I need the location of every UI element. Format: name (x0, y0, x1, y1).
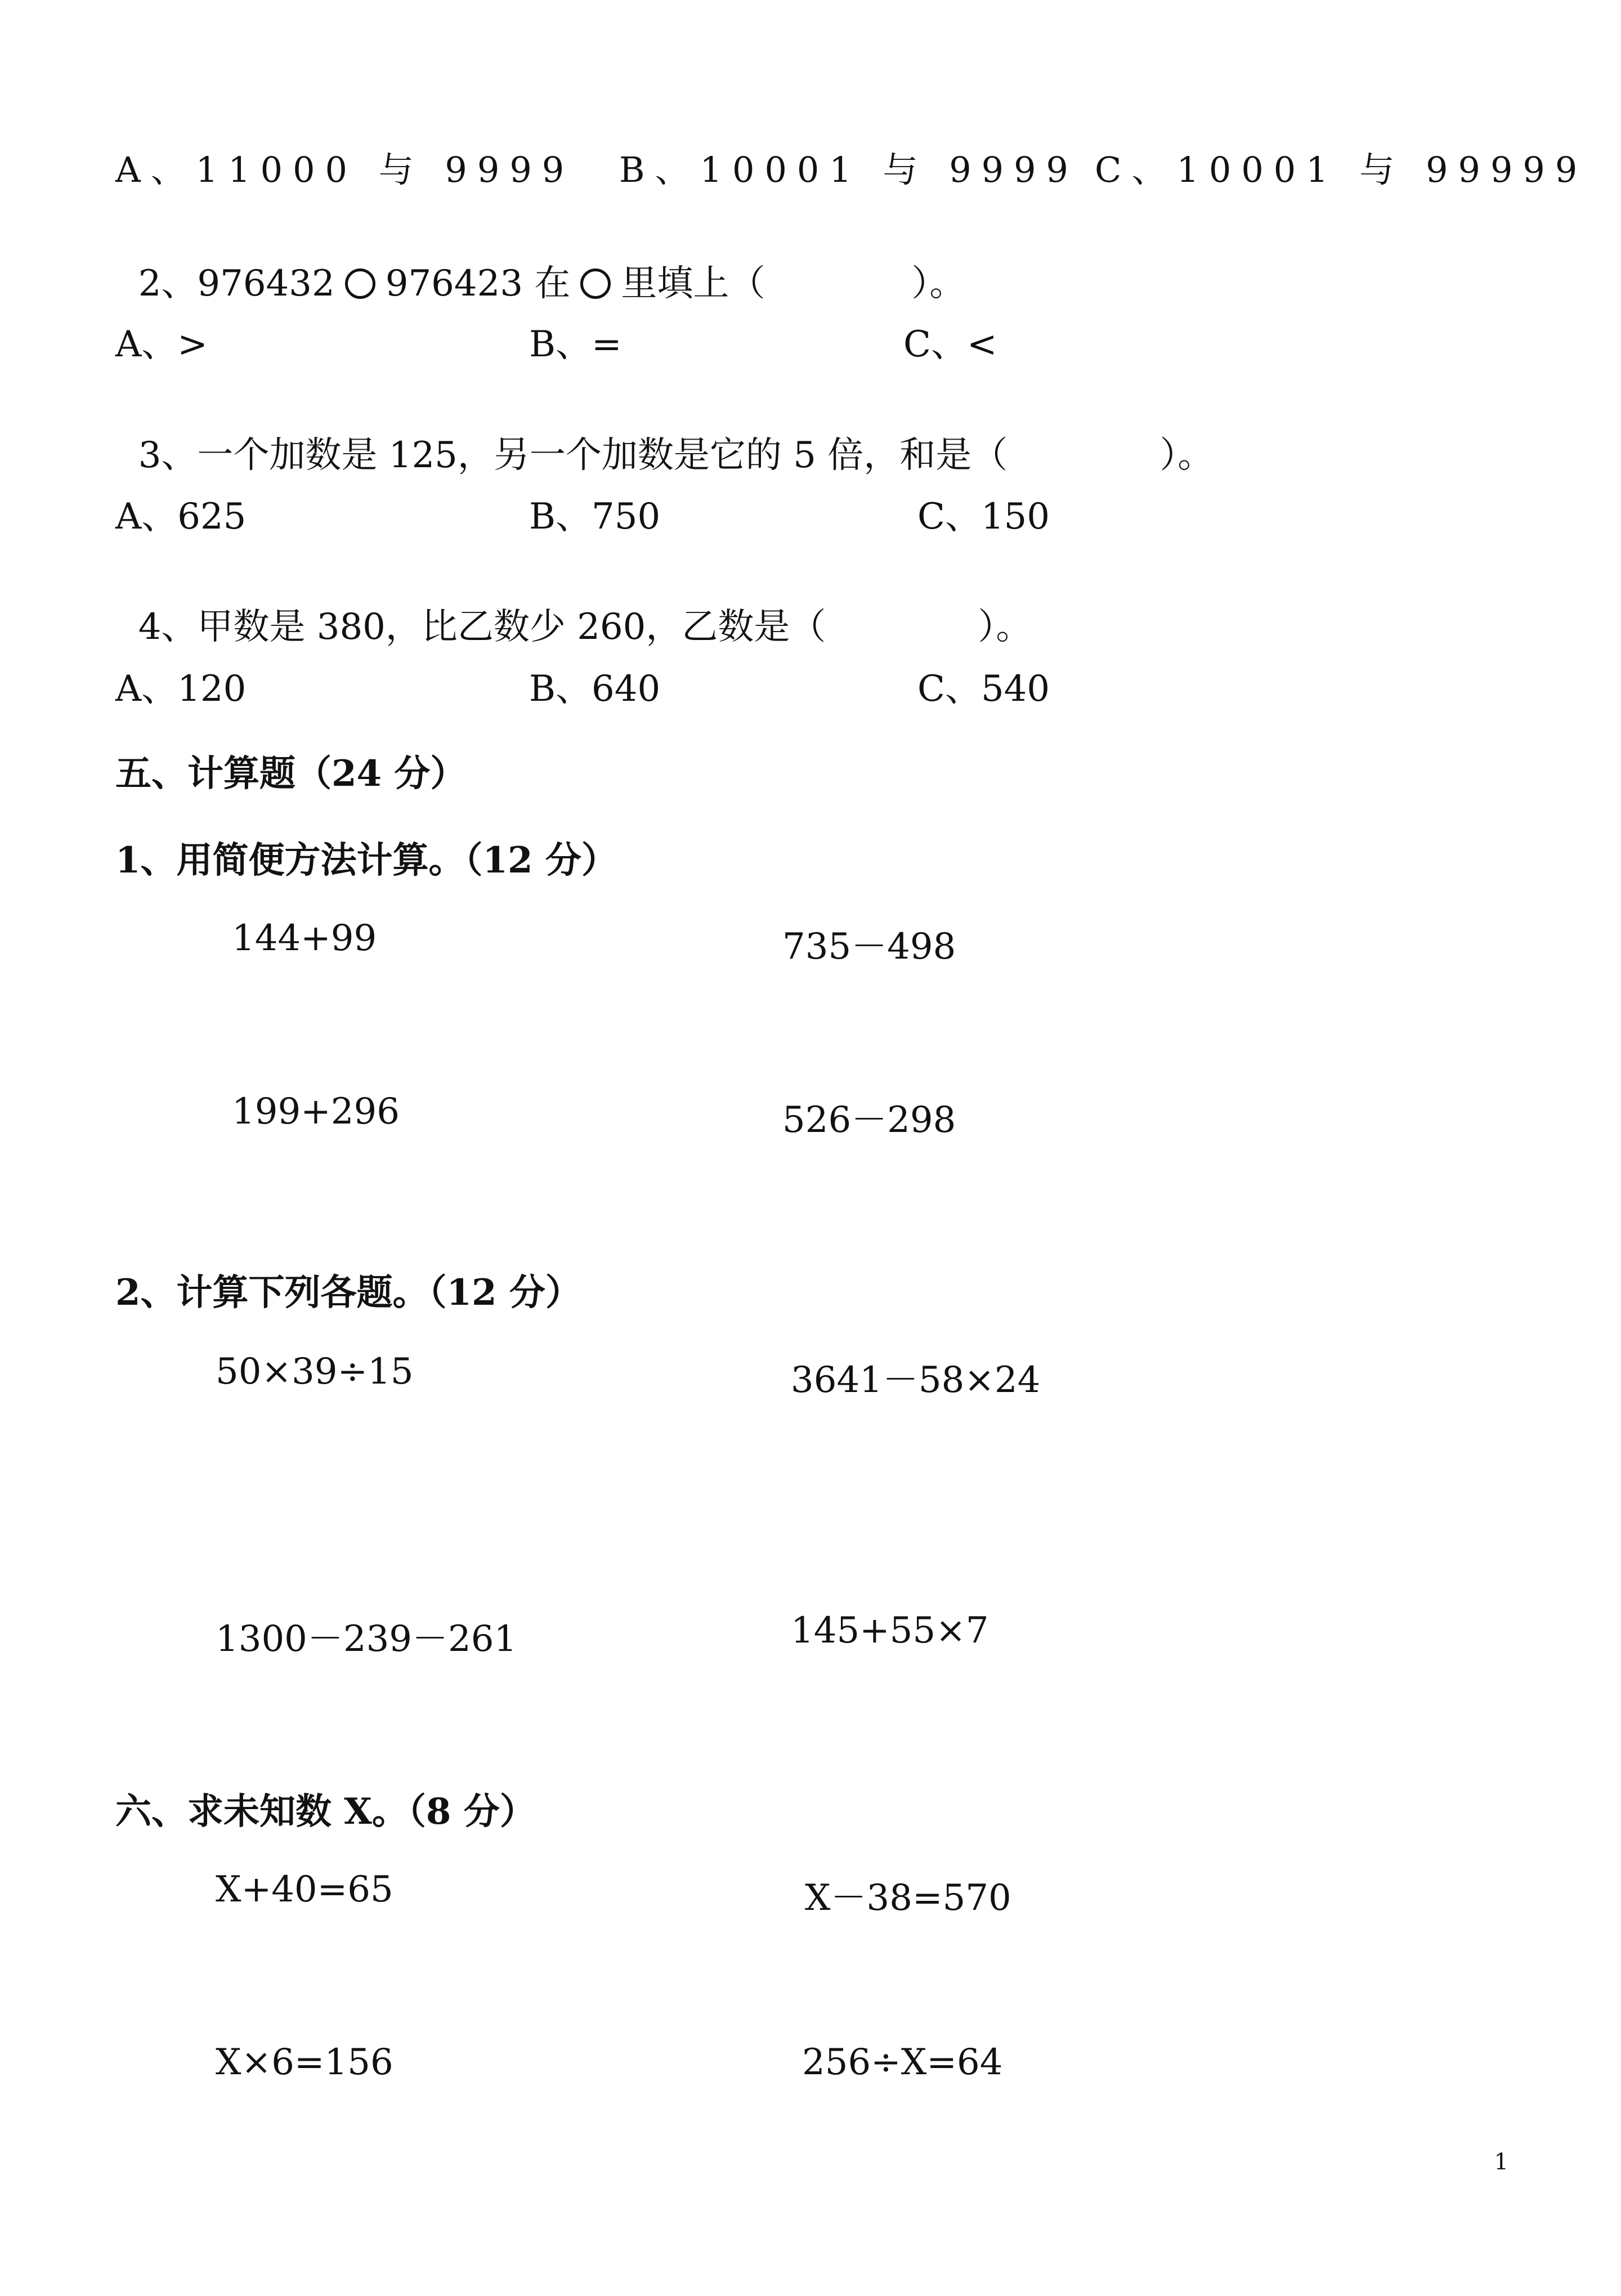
section-5-part-2-title: 2、计算下列各题。（12 分） (115, 1272, 581, 1314)
q4-close: ）。 (978, 606, 1032, 648)
q2-left: 2、976432 (138, 263, 335, 305)
calc-item: 1300－239－261 (216, 1618, 517, 1660)
q2-option-c: C、< (903, 324, 997, 365)
q1-option-c: C、10001 与 99999 (1095, 149, 1588, 190)
q4-option-a: A、120 (115, 668, 247, 710)
calc-item: 50×39÷15 (216, 1351, 414, 1393)
equation-item: X+40=65 (216, 1869, 393, 1910)
calc-item: 199+296 (232, 1091, 400, 1133)
calc-item: 735－498 (782, 926, 956, 968)
calc-item: 144+99 (232, 917, 377, 959)
q1-option-b: B、10001 与 9999 (619, 149, 1078, 190)
page-number: 1 (1494, 2149, 1508, 2175)
q2-middle: 976423 在 (385, 263, 571, 305)
calc-item: 145+55×7 (791, 1610, 989, 1651)
q3-text: 3、一个加数是 125，另一个加数是它的 5 倍，和是（ (138, 435, 1008, 476)
q4-text: 4、甲数是 380，比乙数少 260，乙数是（ (138, 606, 826, 648)
question-3 (115, 401, 1214, 476)
calc-item: 3641－58×24 (791, 1359, 1041, 1401)
section-5-part-1-title: 1、用简便方法计算。（12 分） (115, 839, 617, 881)
equation-item: 256÷X=64 (802, 2042, 1003, 2083)
q2-option-a: A、> (115, 324, 208, 365)
equation-item: X－38=570 (805, 1877, 1011, 1919)
question-2 (115, 230, 966, 305)
q3-option-b: B、750 (529, 496, 661, 538)
equation-item: X×6=156 (216, 2042, 393, 2083)
q3-option-a: A、625 (115, 496, 247, 538)
q3-option-c: C、150 (917, 496, 1050, 538)
q4-option-b: B、640 (529, 668, 661, 710)
circle-blank-icon (345, 268, 375, 299)
q2-close: ）。 (911, 263, 966, 305)
question-4 (115, 573, 1032, 648)
q4-option-c: C、540 (917, 668, 1050, 710)
calc-item: 526－298 (782, 1099, 956, 1141)
q1-option-a: A、11000 与 9999 (115, 149, 575, 190)
section-5-title: 五、计算题（24 分） (115, 753, 467, 795)
q2-right: 里填上（ (621, 263, 765, 305)
circle-blank-icon (580, 268, 611, 299)
q3-close: ）。 (1159, 435, 1214, 476)
q2-option-b: B、= (529, 324, 622, 365)
section-6-title: 六、求未知数 X。（8 分） (115, 1791, 536, 1833)
